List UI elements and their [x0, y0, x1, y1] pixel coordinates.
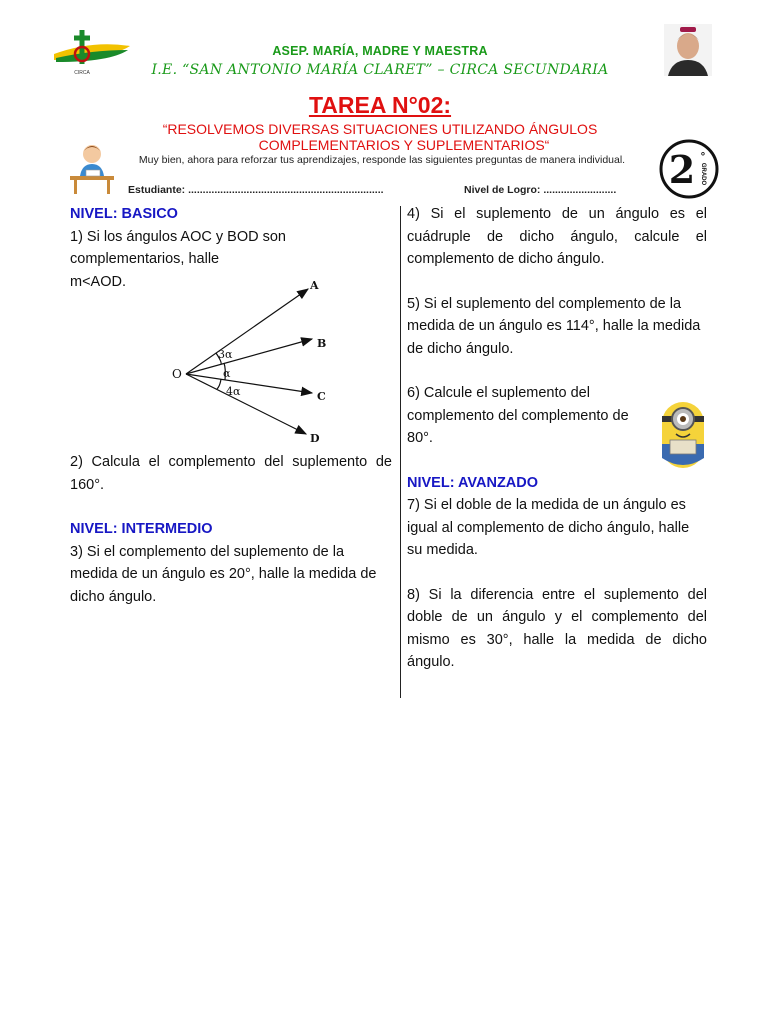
problem-1-line-3: m<AOD. — [70, 273, 126, 290]
page-title: TAREA N°02: — [308, 92, 452, 118]
vertex-label: O — [172, 367, 182, 381]
problem-6-line-3: 80°. — [407, 430, 433, 446]
problem-7: 7) Si el doble de la medida de un ángulo es igual al complemento de dicho ángulo, halle su medida. — [407, 497, 690, 558]
problem-6-line-1: 6) Calcule el suplemento del — [407, 385, 590, 401]
angle-label-3a: 3α — [218, 348, 233, 361]
subtitle-line-2: COMPLEMENTARIOS Y SUPLEMENTARIOS“ — [258, 137, 550, 153]
ray-label-a: A — [310, 279, 319, 292]
svg-text:2: 2 — [668, 147, 696, 192]
problem-6-line-2: complemento del complemento de — [407, 407, 629, 424]
ray-label-b: B — [317, 337, 327, 350]
svg-text:CIRCA: CIRCA — [74, 70, 90, 76]
ray-label-d: D — [310, 432, 320, 445]
subtitle — [100, 121, 660, 153]
level-basic-heading: NIVEL: BASICO — [70, 206, 178, 222]
ray-b — [186, 339, 312, 374]
angle-diagram — [168, 276, 336, 446]
grade-badge — [658, 138, 720, 200]
student-illustration — [64, 140, 120, 196]
problem-1-line-2: complementarios, halle — [70, 251, 220, 267]
saint-portrait — [664, 24, 712, 76]
problem-3: 3) Si el complemento del suplemento de la medida de un ángulo es 20°, halle la medida de dicho ángulo. — [70, 543, 377, 605]
angle-label-4a: 4α — [226, 385, 241, 398]
asep-title: ASEP. MARÍA, MADRE Y MAESTRA — [272, 44, 488, 58]
level-advanced-heading: NIVEL: AVANZADO — [407, 474, 539, 491]
school-name: I.E. “SAN ANTONIO MARÍA CLARET” – CIRCA SECUNDARIA — [151, 62, 609, 78]
angle-label-a: α — [223, 367, 231, 380]
problem-8: 8) Si la diferencia entre el suplemento del doble de un ángulo y el complemento del mismo es 30°, halle la medida de dicho ángulo. — [407, 586, 707, 670]
minion-illustration — [652, 398, 714, 472]
problem-2: 2) Calcula el complemento del suplemento de 160°. — [70, 454, 392, 493]
student-field[interactable]: Estudiante: ................................................................... — [128, 184, 384, 196]
ray-label-c: C — [317, 390, 326, 403]
achievement-level-field[interactable]: Nivel de Logro: ......................... — [464, 184, 617, 196]
arc-4a — [217, 379, 221, 389]
svg-text:°: ° — [700, 151, 706, 163]
problem-1-line-1: 1) Si los ángulos AOC y BOD son — [70, 228, 286, 245]
column-divider — [400, 206, 401, 698]
problem-5: 5) Si el suplemento del complemento de la medida de un ángulo es 114°, halle la medida de dicho ángulo. — [407, 295, 701, 357]
ray-a — [186, 289, 308, 374]
svg-text:GRADO: GRADO — [700, 162, 706, 186]
level-intermediate-heading: NIVEL: INTERMEDIO — [70, 521, 213, 537]
subtitle-line-1: “RESOLVEMOS DIVERSAS SITUACIONES UTILIZANDO ÁNGULOS — [162, 121, 598, 137]
problem-4: 4) Si el suplemento de un ángulo es el cuádruple de dicho ángulo, calcule el complemento de dicho ángulo. — [407, 206, 707, 267]
instructions: Muy bien, ahora para reforzar tus aprendizajes, responde las siguientes preguntas de manera individual. — [138, 154, 626, 166]
